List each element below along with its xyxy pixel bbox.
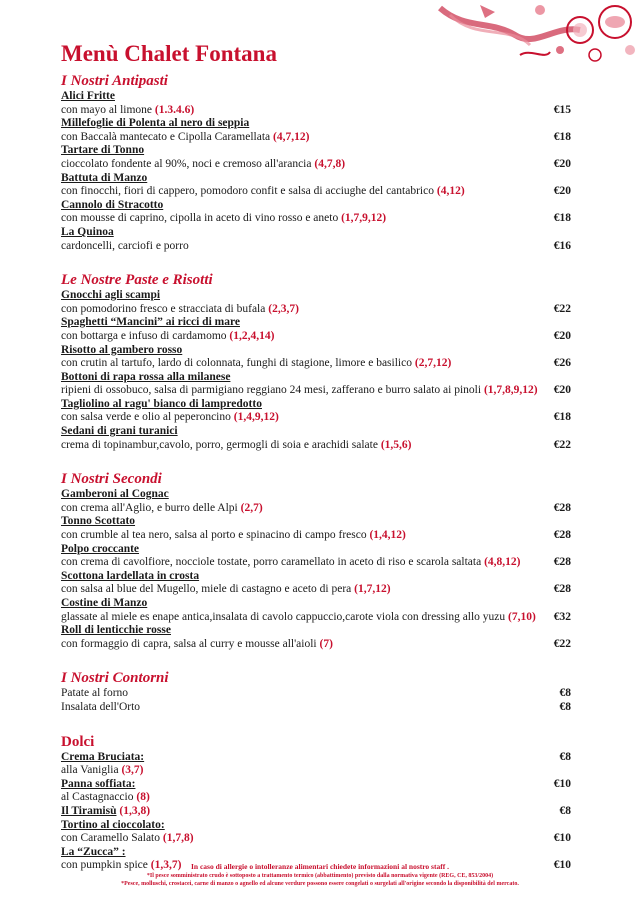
dish-description-wrap bbox=[61, 330, 274, 344]
dish-name-row bbox=[61, 624, 571, 638]
dish-name-wrap bbox=[61, 289, 160, 303]
dish-price: €20 bbox=[553, 384, 571, 397]
allergen-codes: (1.3.4.6) bbox=[154, 103, 195, 116]
dish-description: con formaggio di capra, salsa al curry e mousse all'aioli bbox=[61, 637, 317, 650]
dish-description: con crumble al tea nero, salsa al porto e spinacino di campo fresco bbox=[61, 529, 367, 542]
dish-name: Tortino al cioccolato: bbox=[61, 818, 165, 831]
section-title: I Nostri Contorni bbox=[61, 670, 169, 687]
allergen-codes: (1,5,6) bbox=[380, 438, 412, 451]
dish-description-row bbox=[61, 638, 571, 652]
allergen-codes: (1,7,9,12) bbox=[341, 212, 387, 225]
dish-description-row bbox=[61, 701, 571, 715]
dish-name-wrap bbox=[61, 805, 150, 819]
dish-name: Costine di Manzo bbox=[61, 597, 148, 609]
dish-name-row bbox=[61, 226, 571, 240]
dish-name-row bbox=[61, 371, 571, 385]
dish-name-wrap bbox=[61, 778, 135, 792]
dish-name-wrap bbox=[61, 117, 249, 131]
dish-description-wrap bbox=[61, 832, 194, 846]
section-spacer bbox=[61, 452, 571, 470]
dish-description-row bbox=[61, 384, 571, 398]
dish-price: €20 bbox=[553, 157, 571, 170]
dish-name-wrap bbox=[61, 344, 182, 358]
page-title: Menù Chalet Fontana bbox=[61, 41, 277, 66]
dish-description-row bbox=[61, 104, 571, 118]
dish-name-wrap bbox=[61, 199, 163, 213]
dish-price: €22 bbox=[553, 438, 571, 451]
dish-description-wrap bbox=[61, 411, 279, 425]
dish-name-row bbox=[61, 543, 571, 557]
dish-price: €18 bbox=[553, 212, 571, 225]
dish-price: €18 bbox=[553, 411, 571, 424]
dish-price: €32 bbox=[553, 610, 571, 623]
dish-name-wrap bbox=[61, 515, 135, 529]
dish-name-row bbox=[61, 515, 571, 529]
dish-name: Spaghetti “Mancini” ai ricci di mare bbox=[61, 316, 240, 329]
dish-name-row bbox=[61, 90, 571, 104]
dish-name-wrap bbox=[61, 543, 139, 557]
allergen-codes: (1,4,12) bbox=[369, 529, 406, 542]
dish-name-wrap bbox=[61, 425, 178, 439]
dish-name: Tartare di Tonno bbox=[61, 144, 145, 157]
dish-description-wrap bbox=[61, 384, 538, 398]
dish-name: Tagliolino al ragu' bianco di lampredotto bbox=[61, 397, 262, 410]
menu-section bbox=[61, 271, 571, 452]
dish-description-wrap bbox=[61, 303, 299, 317]
dish-description: con crutin al tartufo, lardo di colonnata, funghi di stagione, limore e basilico bbox=[61, 357, 412, 370]
dish-description-row bbox=[61, 158, 571, 172]
dish-name-row bbox=[61, 819, 571, 833]
dish-description: con crema di cavolfiore, nocciole tostate, porro caramellato in aceto di riso e scarola saltata bbox=[61, 556, 482, 569]
dish-description-row bbox=[61, 556, 571, 570]
dish-price: €20 bbox=[553, 185, 571, 198]
allergen-codes: (1,7,12) bbox=[354, 583, 391, 596]
allergen-codes: (4,12) bbox=[436, 185, 465, 198]
dish-description-wrap bbox=[61, 556, 521, 570]
dish-description-wrap bbox=[61, 240, 189, 254]
dish-name-wrap bbox=[61, 90, 115, 104]
dish-name-row bbox=[61, 144, 571, 158]
dish-description: con finocchi, fiori di cappero, pomodoro confit e salsa di acciughe del cantabrico bbox=[61, 185, 434, 198]
dish-price: €10 bbox=[553, 832, 571, 845]
dish-name: Bottoni di rapa rossa alla milanese bbox=[61, 370, 231, 383]
dish-description: crema di topinambur,cavolo, porro, germogli di soia e arachidi salate bbox=[61, 438, 378, 451]
allergen-codes: (1,7,8,9,12) bbox=[483, 384, 538, 397]
dish-description-row bbox=[61, 240, 571, 254]
dish-description-wrap bbox=[61, 158, 345, 172]
dish-price: €16 bbox=[553, 239, 571, 252]
dish-description: alla Vaniglia bbox=[61, 764, 119, 777]
dish-price: €8 bbox=[559, 687, 571, 700]
dish-description-wrap bbox=[61, 583, 391, 597]
dish-name: Sedani di grani turanici bbox=[61, 425, 178, 438]
dish-description-wrap bbox=[61, 529, 406, 543]
dish-name-row bbox=[61, 289, 571, 303]
allergen-codes: (2,7,12) bbox=[414, 357, 452, 370]
dish-description: con mousse di caprino, cipolla in aceto di vino rosso e aneto bbox=[61, 212, 339, 225]
dish-description: con salsa al blue del Mugello, miele di castagno e aceto di pera bbox=[61, 583, 352, 596]
dish-name-row bbox=[61, 199, 571, 213]
dish-price: €28 bbox=[553, 501, 571, 514]
dish-name: Battuta di Manzo bbox=[61, 171, 148, 184]
dish-name-wrap bbox=[61, 172, 147, 186]
dish-price: €10 bbox=[553, 777, 571, 790]
allergen-codes: (2,7) bbox=[240, 501, 263, 514]
dish-description: ripieni di ossobuco, salsa di parmigiano reggiano 24 mesi, zafferano e burro salato ai pinoli bbox=[61, 384, 482, 397]
dish-description-row bbox=[61, 357, 571, 371]
dish-description-row bbox=[61, 832, 571, 846]
section-title: Dolci bbox=[61, 733, 95, 750]
dish-name: Cannolo di Stracotto bbox=[61, 198, 164, 211]
allergen-codes: (3,7) bbox=[121, 764, 144, 777]
dish-name: Millefoglie di Polenta al nero di seppia bbox=[61, 117, 250, 130]
dish-name-wrap bbox=[61, 371, 230, 385]
dish-price: €20 bbox=[553, 329, 571, 342]
dish-description-wrap bbox=[61, 357, 451, 371]
dish-name-row bbox=[61, 805, 571, 819]
dish-name-row bbox=[61, 570, 571, 584]
dish-price: €15 bbox=[553, 103, 571, 116]
dish-description-row bbox=[61, 529, 571, 543]
dish-description-wrap bbox=[61, 185, 465, 199]
dish-description-wrap bbox=[61, 687, 128, 701]
dish-name: Roll di lenticchie rosse bbox=[61, 624, 171, 637]
allergen-codes: (1,2,4,14) bbox=[229, 329, 275, 342]
dish-name: Risotto al gambero rosso bbox=[61, 343, 183, 356]
dish-price: €8 bbox=[559, 804, 571, 817]
dish-name: Alici Fritte bbox=[61, 90, 115, 102]
dish-name: Panna soffiata: bbox=[61, 777, 136, 790]
dish-description-row bbox=[61, 687, 571, 701]
dish-name-wrap bbox=[61, 751, 144, 765]
allergen-codes: (1,4,9,12) bbox=[233, 411, 279, 424]
dish-price: €8 bbox=[559, 700, 571, 713]
dish-price: €18 bbox=[553, 130, 571, 143]
dish-name-wrap bbox=[61, 819, 165, 833]
dish-name-row bbox=[61, 117, 571, 131]
dish-description-row bbox=[61, 611, 571, 625]
dish-name-row bbox=[61, 597, 571, 611]
dish-name: Il Tiramisù bbox=[61, 804, 117, 817]
dish-description-row bbox=[61, 502, 571, 516]
dish-description-wrap bbox=[61, 439, 412, 453]
dish-description: con Baccalà mantecato e Cipolla Caramellata bbox=[61, 130, 271, 143]
footer-raw-fish-note: *Il pesce somministrato crudo è sottoposto a trattamento termico (abbattimento) previsto dalla normativa vigente (REG, CE, 853/2004) bbox=[146, 873, 494, 879]
dish-price: €22 bbox=[553, 637, 571, 650]
dish-description-wrap bbox=[61, 764, 144, 778]
dish-description: cardoncelli, carciofi e porro bbox=[61, 239, 189, 252]
dish-description-row bbox=[61, 131, 571, 145]
dish-name-wrap bbox=[61, 144, 144, 158]
section-title: I Nostri Secondi bbox=[61, 471, 162, 488]
dish-description: al Castagnaccio bbox=[61, 791, 134, 804]
dish-description: con pumpkin spice bbox=[61, 859, 148, 872]
allergen-codes: (1,7,8) bbox=[162, 832, 194, 845]
dish-name-row bbox=[61, 398, 571, 412]
dish-name: La Quinoa bbox=[61, 225, 114, 238]
allergen-codes: (7) bbox=[319, 637, 333, 650]
dish-name: Gnocchi agli scampi bbox=[61, 289, 161, 302]
allergen-codes: (4,7,12) bbox=[273, 130, 310, 143]
footer-allergy-note: In caso di allergie o intolleranze alimentari chiedete informazioni al nostro staff . bbox=[191, 862, 449, 871]
allergen-codes: (7,10) bbox=[508, 610, 536, 623]
dish-name-row bbox=[61, 488, 571, 502]
dish-description: Patate al forno bbox=[61, 687, 129, 700]
dish-name-wrap bbox=[61, 846, 126, 860]
dish-description: Insalata dell'Orto bbox=[61, 700, 141, 713]
allergen-codes: (1,3,8) bbox=[119, 804, 151, 817]
dish-description-wrap bbox=[61, 131, 309, 145]
dish-description: glassate al miele es enape antica,insalata di cavolo cappuccio,carote viola con dressing allo yuzu bbox=[61, 610, 506, 623]
dish-description-row bbox=[61, 791, 571, 805]
section-spacer bbox=[61, 253, 571, 271]
footer-frozen-note: *Pesce, molluschi, crostacei, carne di manzo o agnello ed alcune verdure possono essere congelati o surgelati all'origine secondo la disponibilità del mercato. bbox=[121, 881, 519, 887]
dish-description-row bbox=[61, 764, 571, 778]
dish-description-wrap bbox=[61, 611, 536, 625]
menu-body bbox=[61, 72, 571, 873]
dish-name-row bbox=[61, 344, 571, 358]
dish-price: €28 bbox=[553, 583, 571, 596]
dish-description: con salsa verde e olio al peperoncino bbox=[61, 411, 231, 424]
dish-description-row bbox=[61, 212, 571, 226]
dish-name-row bbox=[61, 425, 571, 439]
dish-name-wrap bbox=[61, 398, 262, 412]
allergen-codes: (4,8,12) bbox=[484, 556, 521, 569]
dish-price: €8 bbox=[559, 750, 571, 763]
dish-description-row bbox=[61, 411, 571, 425]
dish-name: Polpo croccante bbox=[61, 542, 140, 555]
dish-name-row bbox=[61, 751, 571, 765]
dish-name-row bbox=[61, 316, 571, 330]
allergen-codes: (8) bbox=[136, 791, 150, 804]
dish-description-wrap bbox=[61, 638, 333, 652]
dish-name: Crema Bruciata: bbox=[61, 750, 145, 763]
dish-name-row bbox=[61, 778, 571, 792]
dish-description-row bbox=[61, 439, 571, 453]
allergen-codes: (1,3,7) bbox=[150, 859, 182, 872]
allergen-codes: (2,3,7) bbox=[268, 302, 299, 315]
dish-name: Tonno Scottato bbox=[61, 515, 136, 528]
dish-description-row bbox=[61, 583, 571, 597]
dish-description: con Caramello Salato bbox=[61, 832, 160, 845]
dish-description-row bbox=[61, 303, 571, 317]
dish-description-wrap bbox=[61, 791, 150, 805]
dish-price: €10 bbox=[553, 859, 571, 872]
dish-price: €26 bbox=[553, 357, 571, 370]
menu-section bbox=[61, 470, 571, 651]
dish-price: €22 bbox=[553, 302, 571, 315]
dish-description-row bbox=[61, 185, 571, 199]
dish-name-wrap bbox=[61, 316, 240, 330]
section-title: I Nostri Antipasti bbox=[61, 73, 168, 89]
dish-name-wrap bbox=[61, 597, 147, 611]
section-title: Le Nostre Paste e Risotti bbox=[61, 272, 213, 289]
dish-name-wrap bbox=[61, 226, 114, 240]
dish-name-row bbox=[61, 172, 571, 186]
dish-description: con bottarga e infuso di cardamomo bbox=[61, 329, 227, 342]
section-spacer bbox=[61, 651, 571, 669]
dish-description: con mayo al limone bbox=[61, 103, 153, 116]
dish-name-wrap bbox=[61, 488, 169, 502]
dish-name-row bbox=[61, 846, 571, 860]
footer-notes bbox=[0, 862, 640, 888]
dish-description-row bbox=[61, 330, 571, 344]
section-spacer bbox=[61, 715, 571, 733]
dish-description: con pomodorino fresco e stracciata di bufala bbox=[61, 302, 266, 315]
dish-name: Gamberoni al Cognac bbox=[61, 488, 169, 501]
dish-description-wrap bbox=[61, 104, 194, 118]
allergen-codes: (4,7,8) bbox=[314, 157, 346, 170]
dish-name: La “Zucca” : bbox=[61, 845, 126, 858]
dish-name: Scottona lardellata in crosta bbox=[61, 569, 200, 582]
menu-section bbox=[61, 733, 571, 873]
dish-description-wrap bbox=[61, 502, 263, 516]
dish-price: €28 bbox=[553, 529, 571, 542]
menu-section bbox=[61, 669, 571, 714]
food-illustration-decoration bbox=[420, 0, 640, 70]
dish-description-wrap bbox=[61, 212, 386, 226]
dish-description-wrap bbox=[61, 701, 140, 715]
dish-name-wrap bbox=[61, 624, 171, 638]
dish-description: con crema all'Aglio, e burro delle Alpi bbox=[61, 501, 238, 514]
dish-name-wrap bbox=[61, 570, 199, 584]
menu-section bbox=[61, 72, 571, 253]
dish-price: €28 bbox=[553, 556, 571, 569]
dish-description: cioccolato fondente al 90%, noci e cremoso all'arancia bbox=[61, 157, 312, 170]
